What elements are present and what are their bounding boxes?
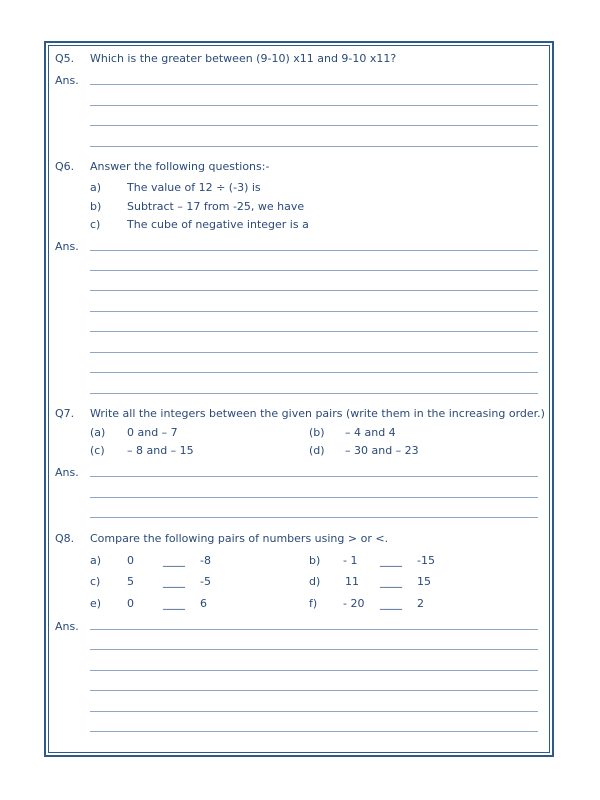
q6-answer-line[interactable]	[90, 270, 538, 271]
q5-text: Which is the greater between (9-10) x11 and 9-10 x11?	[90, 52, 397, 65]
q7-item-a-label: (a)	[90, 426, 106, 439]
q8-item-a-label: a)	[90, 554, 102, 567]
q8-text: Compare the following pairs of numbers using > or <.	[90, 532, 389, 545]
q7-answer-line[interactable]	[90, 517, 538, 518]
q8-item-b-label: b)	[309, 554, 321, 567]
q8-item-e-right: 6	[200, 597, 207, 610]
q8-item-b-left: - 1	[343, 554, 358, 567]
q8-item-c-label: c)	[90, 575, 101, 588]
q8-item-d-blank[interactable]: ____	[380, 575, 402, 588]
q8-answer-line[interactable]	[90, 711, 538, 712]
q5-answer-line[interactable]	[90, 146, 538, 147]
q7-answer-line[interactable]	[90, 476, 538, 477]
q6-answer-line[interactable]	[90, 352, 538, 353]
q8-item-a-right: -8	[200, 554, 211, 567]
q6-answer-line[interactable]	[90, 311, 538, 312]
q8-item-e-blank[interactable]: ____	[163, 597, 185, 610]
q7-item-b-label: (b)	[309, 426, 325, 439]
q8-answer-line[interactable]	[90, 690, 538, 691]
q8-item-d-label: d)	[309, 575, 321, 588]
q8-item-a-left: 0	[127, 554, 134, 567]
q6-answer-line[interactable]	[90, 250, 538, 251]
q8-item-d-left: 11	[345, 575, 359, 588]
q7-answer-line[interactable]	[90, 497, 538, 498]
q5-answer-line[interactable]	[90, 105, 538, 106]
q5-number: Q5.	[55, 52, 75, 65]
q6-text: Answer the following questions:-	[90, 160, 270, 173]
q6-item-a-label: a)	[90, 181, 102, 194]
q8-answer-line[interactable]	[90, 670, 538, 671]
q6-item-a-text: The value of 12 ÷ (-3) is	[127, 181, 261, 194]
q7-item-c-text: – 8 and – 15	[127, 444, 194, 457]
q7-item-c-label: (c)	[90, 444, 105, 457]
q8-item-c-blank[interactable]: ____	[163, 575, 185, 588]
q7-text: Write all the integers between the given pairs (write them in the increasing order.)	[90, 407, 545, 420]
q6-item-c-label: c)	[90, 218, 101, 231]
q7-item-b-text: – 4 and 4	[345, 426, 396, 439]
q8-item-e-label: e)	[90, 597, 102, 610]
q6-answer-line[interactable]	[90, 393, 538, 394]
q7-ans-label: Ans.	[55, 466, 79, 479]
q8-answer-line[interactable]	[90, 649, 538, 650]
q8-item-f-blank[interactable]: ____	[380, 597, 402, 610]
q7-item-d-text: – 30 and – 23	[345, 444, 419, 457]
q8-item-b-right: -15	[417, 554, 435, 567]
q8-number: Q8.	[55, 532, 75, 545]
q5-answer-line[interactable]	[90, 125, 538, 126]
q6-number: Q6.	[55, 160, 75, 173]
q7-number: Q7.	[55, 407, 75, 420]
q6-answer-line[interactable]	[90, 331, 538, 332]
q6-item-b-label: b)	[90, 200, 102, 213]
q8-answer-line[interactable]	[90, 629, 538, 630]
page-border-inner	[48, 45, 550, 753]
q8-item-b-blank[interactable]: ____	[380, 554, 402, 567]
q8-item-f-left: - 20	[343, 597, 365, 610]
q5-ans-label: Ans.	[55, 74, 79, 87]
q8-ans-label: Ans.	[55, 620, 79, 633]
q8-item-a-blank[interactable]: ____	[163, 554, 185, 567]
q8-item-f-label: f)	[309, 597, 318, 610]
q6-item-b-text: Subtract – 17 from -25, we have	[127, 200, 305, 213]
q6-ans-label: Ans.	[55, 240, 79, 253]
q8-item-c-left: 5	[127, 575, 134, 588]
q8-answer-line[interactable]	[90, 731, 538, 732]
q6-answer-line[interactable]	[90, 372, 538, 373]
q8-item-e-left: 0	[127, 597, 134, 610]
q8-item-c-right: -5	[200, 575, 211, 588]
q6-answer-line[interactable]	[90, 290, 538, 291]
q8-item-d-right: 15	[417, 575, 431, 588]
q5-answer-line[interactable]	[90, 84, 538, 85]
q7-item-a-text: 0 and – 7	[127, 426, 178, 439]
q7-item-d-label: (d)	[309, 444, 325, 457]
q8-item-f-right: 2	[417, 597, 424, 610]
q6-item-c-text: The cube of negative integer is a	[127, 218, 309, 231]
